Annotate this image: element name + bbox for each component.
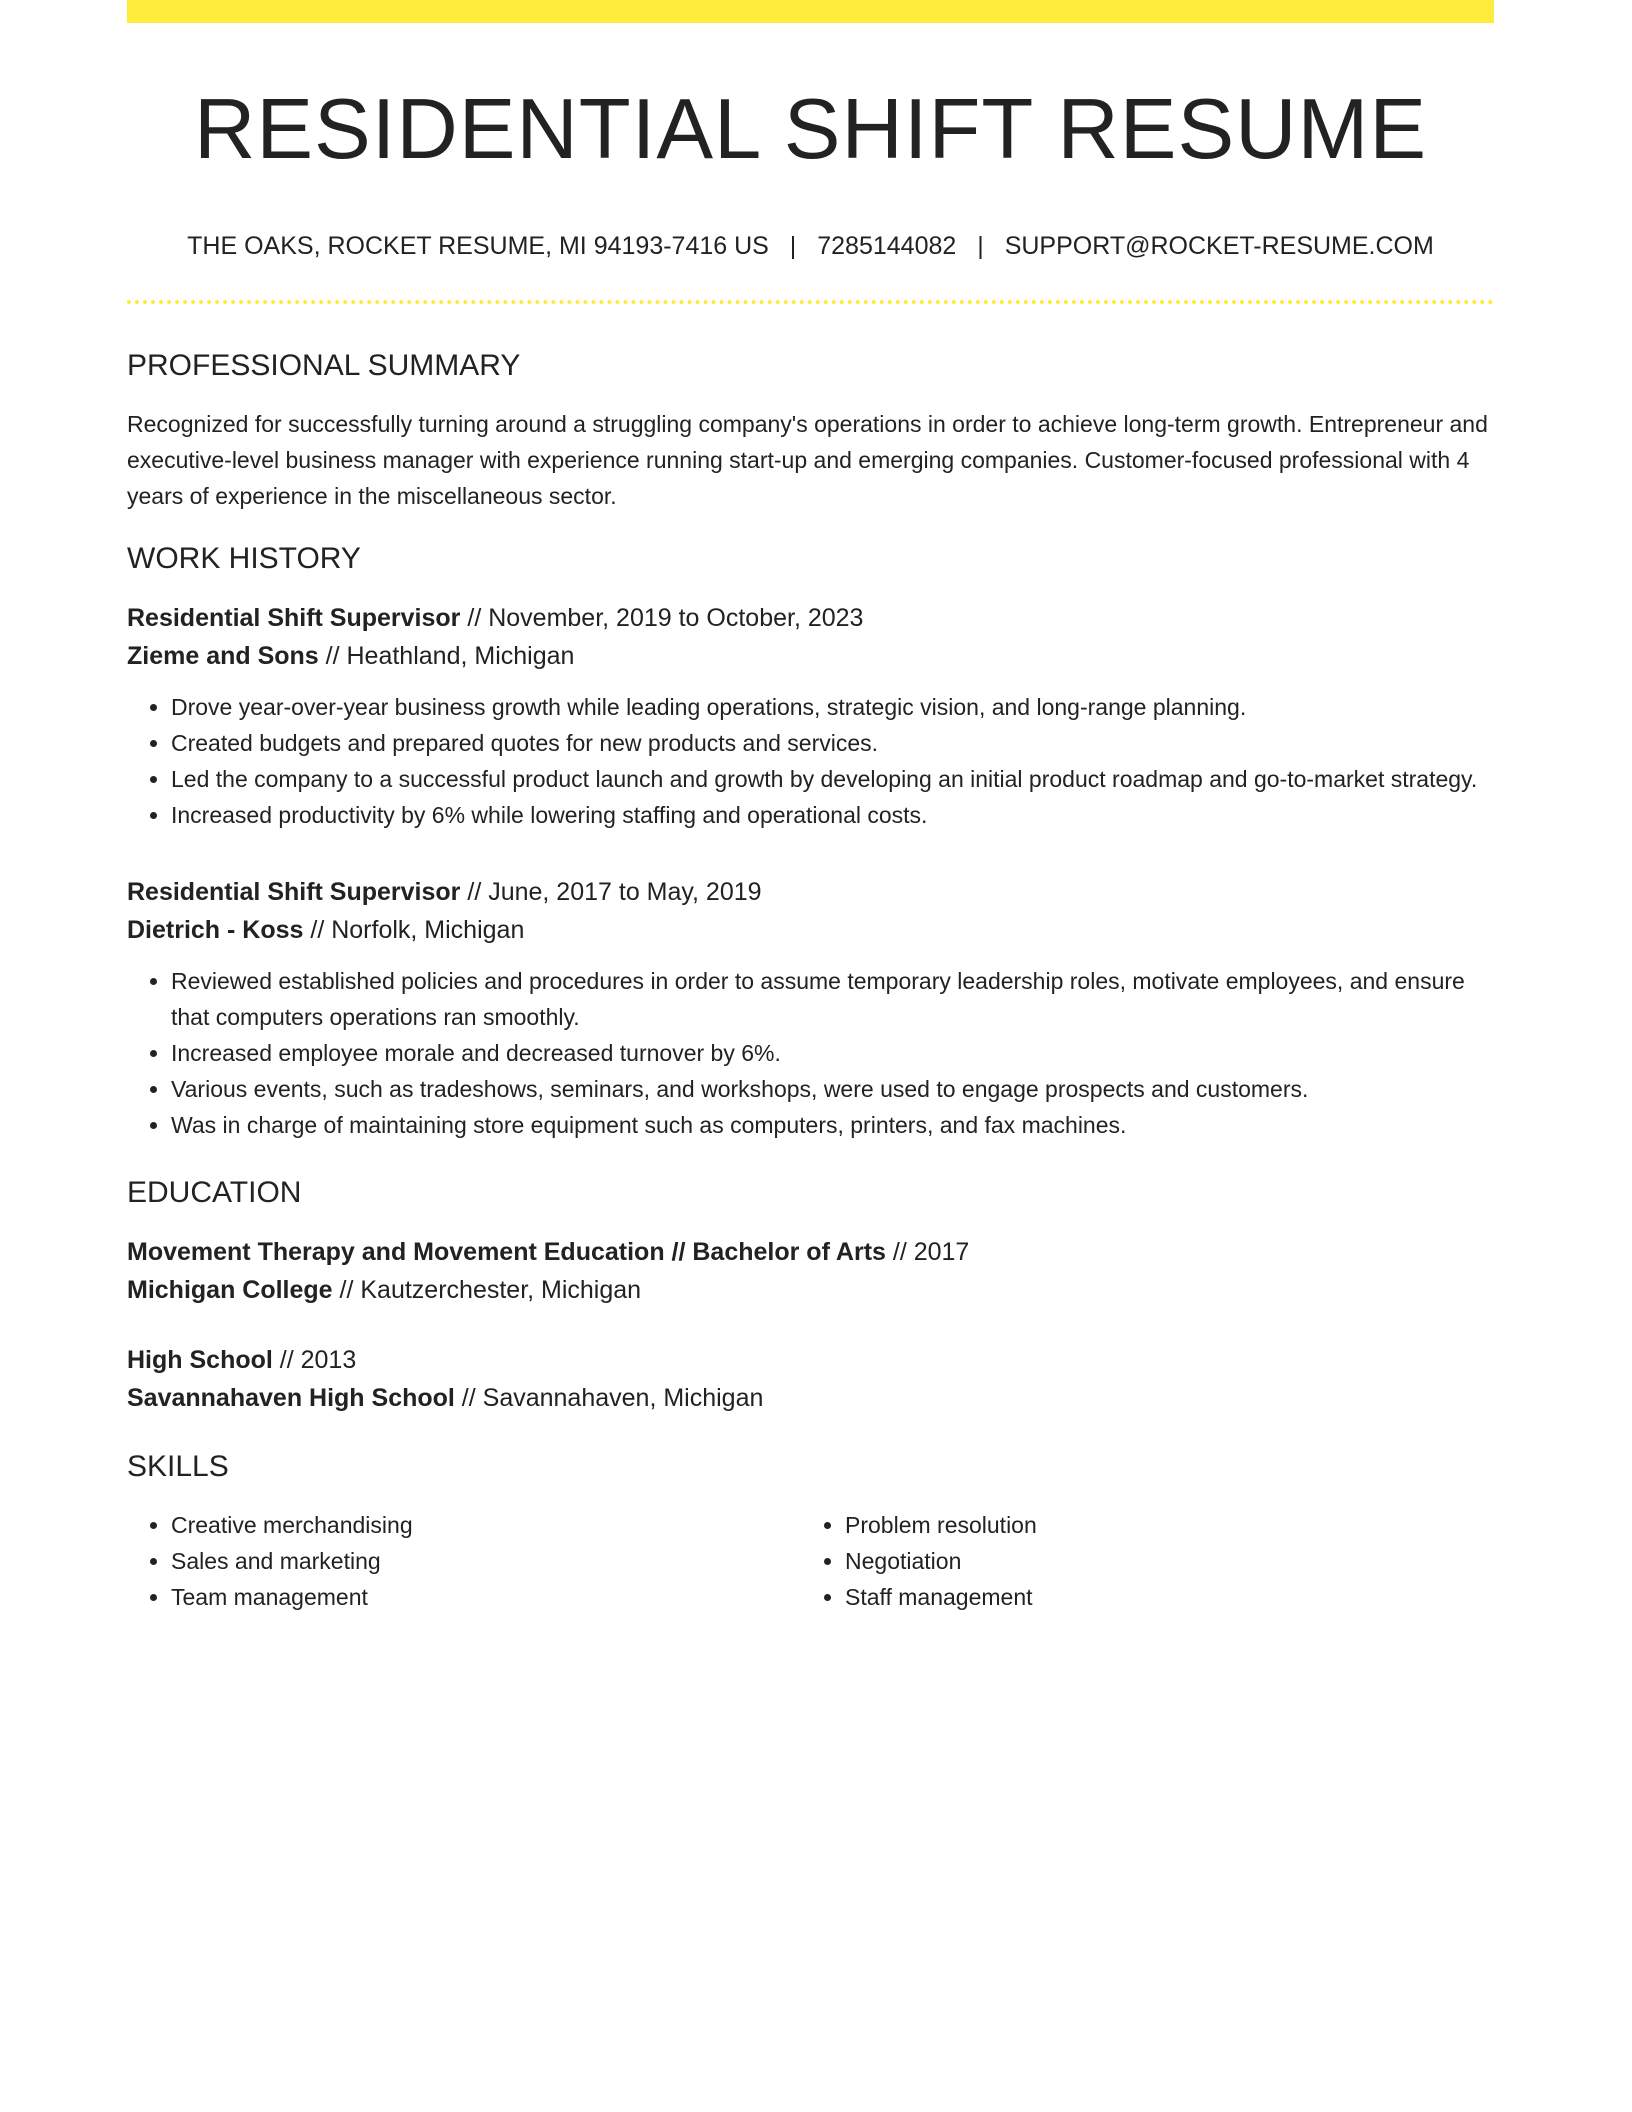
job-role: Residential Shift Supervisor [127,604,461,632]
job-bullet: • Increased employee morale and decreased turnover by 6%. [171,1035,1494,1071]
education-heading: EDUCATION [127,1176,302,1209]
education-degree: Movement Therapy and Movement Education // Bachelor of Arts [127,1238,886,1266]
education-entry [127,1341,1494,1417]
job-bullets [127,689,1494,833]
resume-title: RESIDENTIAL SHIFT RESUME [193,82,1428,177]
education-school: Savannahaven High School [127,1384,455,1412]
contact-line [127,230,1494,262]
skill-item: • Creative merchandising [171,1507,801,1543]
job-company: Zieme and Sons [127,642,319,670]
job-title-line [127,873,1494,911]
education-school-line [127,1379,1494,1417]
education-degree-line [127,1341,1494,1379]
work-history-heading: WORK HISTORY [127,542,361,575]
education-degree-line [127,1233,1494,1271]
skill-item: • Team management [171,1579,801,1615]
job-entry [127,873,1494,1143]
contact-separator: | [789,232,797,260]
skills-heading: SKILLS [127,1450,229,1483]
education-entry [127,1233,1494,1309]
resume-content [127,0,1494,1615]
job-bullet: • Reviewed established policies and procedures in order to assume temporary leadership roles, motivate employees, and ensure that computers operations ran smoothly. [171,963,1494,1035]
job-dates: // June, 2017 to May, 2019 [460,878,762,906]
job-dates: // November, 2019 to October, 2023 [460,604,864,632]
education-degree: High School [127,1346,273,1374]
skills-grid [127,1507,1494,1615]
job-entry [127,599,1494,833]
job-company-line [127,911,1494,949]
job-location: // Norfolk, Michigan [303,916,525,944]
job-title-line [127,599,1494,637]
job-bullet: • Created budgets and prepared quotes for new products and services. [171,725,1494,761]
job-bullets [127,963,1494,1143]
contact-email: SUPPORT@ROCKET-RESUME.COM [1004,232,1434,260]
contact-address: THE OAKS, ROCKET RESUME, MI 94193-7416 US [187,232,769,260]
skill-item: • Negotiation [845,1543,1475,1579]
job-location: // Heathland, Michigan [318,642,575,670]
skill-item: • Staff management [845,1579,1475,1615]
education-location: // Savannahaven, Michigan [454,1384,764,1412]
skills-column-right [801,1507,1475,1615]
summary-heading: PROFESSIONAL SUMMARY [127,349,521,382]
education-school: Michigan College [127,1276,333,1304]
summary-text: Recognized for successfully turning around a struggling company's operations in order to achieve long-term growth. Entrepreneur and executive-level business manager with experience running start-up and emerging companies. Customer-focused professional with 4 years of experience in the miscellaneous sector. [127,411,1488,509]
job-bullet: • Drove year-over-year business growth while leading operations, strategic vision, and long-range planning. [171,689,1494,725]
job-bullet: • Was in charge of maintaining store equipment such as computers, printers, and fax machines. [171,1107,1494,1143]
job-role: Residential Shift Supervisor [127,878,461,906]
header-divider [127,300,1494,304]
job-bullet: • Led the company to a successful product launch and growth by developing an initial product roadmap and go-to-market strategy. [171,761,1494,797]
job-company: Dietrich - Koss [127,916,304,944]
contact-phone: 7285144082 [817,232,957,260]
education-school-line [127,1271,1494,1309]
education-location: // Kautzerchester, Michigan [332,1276,642,1304]
job-bullet: • Various events, such as tradeshows, seminars, and workshops, were used to engage prospects and customers. [171,1071,1494,1107]
contact-separator: | [977,232,984,260]
job-bullet: • Increased productivity by 6% while lowering staffing and operational costs. [171,797,1494,833]
skill-item: • Sales and marketing [171,1543,801,1579]
skill-item: • Problem resolution [845,1507,1475,1543]
education-year: // 2017 [885,1238,970,1266]
skills-column-left [127,1507,801,1615]
education-year: // 2013 [272,1346,357,1374]
job-company-line [127,637,1494,675]
